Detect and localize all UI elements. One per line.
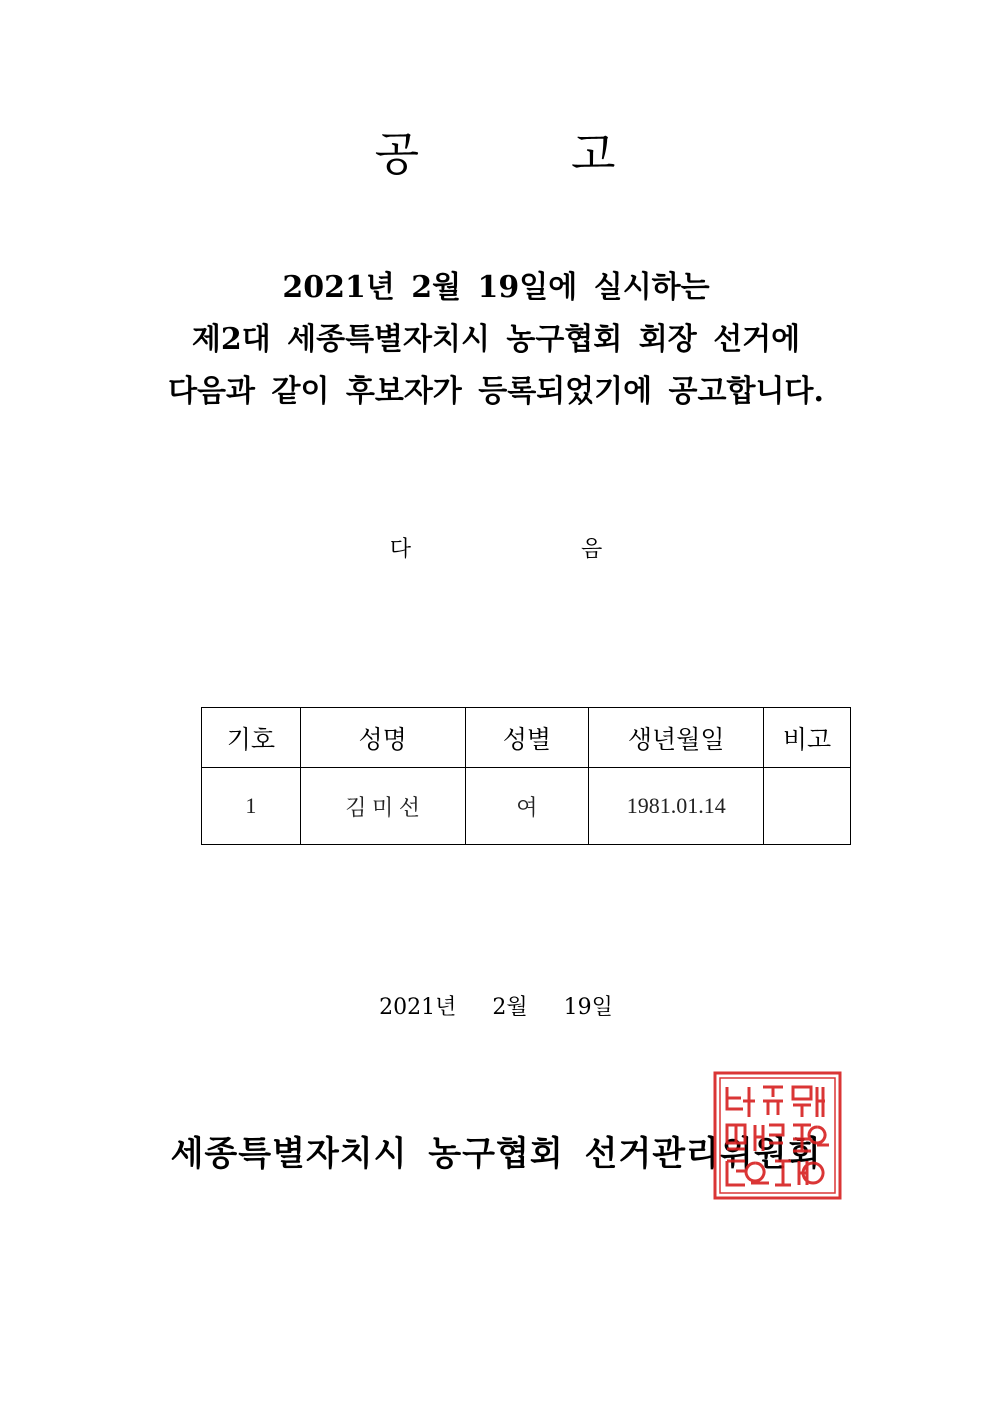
- header-remarks: 비고: [764, 708, 851, 768]
- candidate-table: [201, 707, 851, 845]
- committee-name: 세종특별자치시 농구협회 선거관리위원회: [170, 1134, 822, 1174]
- header-birthdate: 생년월일: [589, 708, 764, 768]
- header-gender: 성별: [465, 708, 589, 768]
- header-number: 기호: [202, 708, 301, 768]
- document-title: [0, 118, 992, 184]
- date-day: 19일: [563, 995, 613, 1020]
- intro-line-1: 2021년 2월 19일에 실시하는: [282, 270, 710, 305]
- table-row: [202, 768, 851, 845]
- cell-gender: 여: [465, 768, 589, 845]
- title-char-2: 고: [571, 127, 618, 181]
- header-name: 성명: [300, 708, 465, 768]
- section-heading-char-2: 음: [581, 537, 603, 562]
- cell-birthdate: 1981.01.14: [589, 768, 764, 845]
- cell-number: 1: [202, 768, 301, 845]
- title-char-1: 공: [374, 127, 421, 181]
- intro-line-3: 다음과 같이 후보자가 등록되었기에 공고합니다.: [168, 374, 824, 409]
- date-month: 2월: [492, 995, 528, 1020]
- section-heading-char-1: 다: [389, 537, 411, 562]
- intro-line-2: 제2대 세종특별자치시 농구협회 회장 선거에: [191, 322, 801, 357]
- official-seal-icon: [713, 1071, 842, 1200]
- announcement-date: [0, 990, 992, 1021]
- cell-name: 김 미 선: [300, 768, 465, 845]
- date-year: 2021년: [379, 995, 457, 1020]
- section-heading: [0, 532, 992, 563]
- table-header-row: [202, 708, 851, 768]
- cell-remarks: [764, 768, 851, 845]
- announcement-intro: [0, 262, 992, 418]
